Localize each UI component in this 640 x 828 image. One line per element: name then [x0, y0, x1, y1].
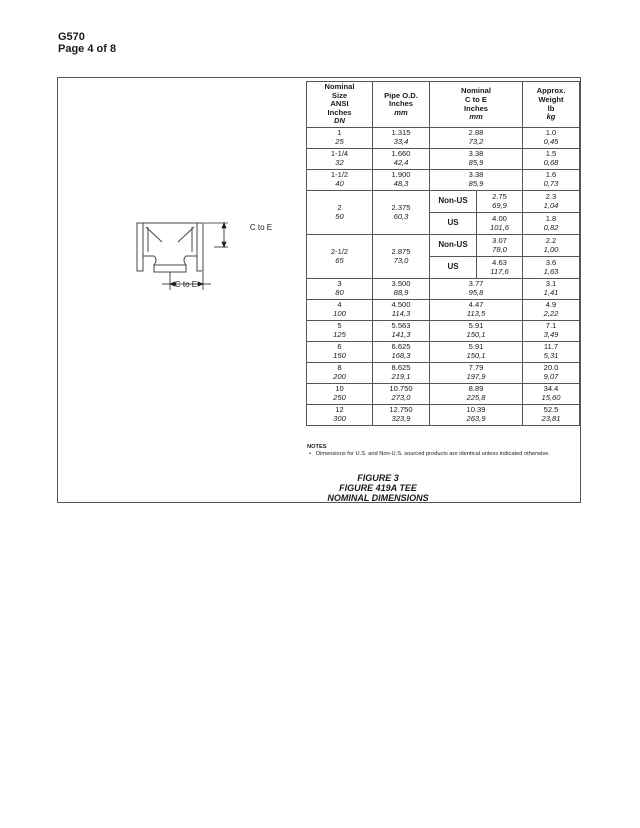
header-c-to-e: Nominal C to E Inches mm [430, 82, 523, 128]
weight-cell: 1.0 0,45 [523, 128, 580, 149]
od-cell: 10.750 273,0 [373, 384, 430, 405]
od-cell: 1.660 42,4 [373, 149, 430, 170]
vertical-dimension-label: C to E [249, 223, 273, 232]
od-cell: 3.500 88,9 [373, 279, 430, 300]
cte-cell: 10.39 263,9 [430, 405, 523, 426]
cte-cell: 4.00 101,6 [477, 213, 523, 235]
figure-frame [57, 77, 581, 503]
table-row [307, 300, 580, 321]
source-label-cell: Non-US [430, 191, 477, 213]
size-cell: 10 250 [307, 384, 373, 405]
weight-cell: 52.5 23,81 [523, 405, 580, 426]
table-row [307, 342, 580, 363]
table-notes [307, 444, 569, 457]
weight-cell: 1.5 0,68 [523, 149, 580, 170]
weight-cell: 1.8 0,82 [523, 213, 580, 235]
table-row [307, 191, 580, 213]
size-cell: 4 100 [307, 300, 373, 321]
size-cell: 12 300 [307, 405, 373, 426]
od-cell: 1.900 48,3 [373, 170, 430, 191]
size-cell: 2 50 [307, 191, 373, 235]
cte-cell: 3.77 95,8 [430, 279, 523, 300]
od-cell: 8.625 219,1 [373, 363, 430, 384]
weight-cell: 11.7 5,31 [523, 342, 580, 363]
weight-cell: 2.3 1,04 [523, 191, 580, 213]
size-cell: 2-1/2 65 [307, 235, 373, 279]
table-row [307, 363, 580, 384]
cte-cell: 4.63 117,6 [477, 257, 523, 279]
weight-cell: 1.6 0,73 [523, 170, 580, 191]
cte-cell: 2.75 69,9 [477, 191, 523, 213]
size-cell: 5 125 [307, 321, 373, 342]
caption-figure-number: FIGURE 3 [357, 473, 399, 483]
size-cell: 8 200 [307, 363, 373, 384]
table-row [307, 384, 580, 405]
weight-cell: 7.1 3,49 [523, 321, 580, 342]
size-cell: 1-1/2 40 [307, 170, 373, 191]
page-header [58, 31, 116, 55]
cte-cell: 3.07 78,0 [477, 235, 523, 257]
dimensions-table [306, 81, 580, 426]
document-code: G570 [58, 31, 85, 43]
od-cell: 6.625 168,3 [373, 342, 430, 363]
weight-cell: 3.6 1,63 [523, 257, 580, 279]
cte-cell: 5.91 150,1 [430, 321, 523, 342]
cte-cell: 5.91 150,1 [430, 342, 523, 363]
cte-cell: 2.88 73,2 [430, 128, 523, 149]
notes-title: NOTES [307, 444, 327, 450]
header-nominal-size: Nominal Size ANSI Inches DN [307, 82, 373, 128]
header-pipe-od: Pipe O.D. Inches mm [373, 82, 430, 128]
table-row [307, 235, 580, 257]
cte-cell: 3.38 85,9 [430, 149, 523, 170]
table-row [307, 405, 580, 426]
size-cell: 6 150 [307, 342, 373, 363]
od-cell: 5.563 141,3 [373, 321, 430, 342]
cte-cell: 4.47 113,5 [430, 300, 523, 321]
weight-cell: 4.9 2,22 [523, 300, 580, 321]
source-label-cell: Non-US [430, 235, 477, 257]
cte-cell: 8.89 225,8 [430, 384, 523, 405]
note-item: • Dimensions for U.S. and Non-U.S. sourced products are identical unless indicated otherwise. [307, 451, 569, 458]
table-row [307, 170, 580, 191]
od-cell: 2.375 60,3 [373, 191, 430, 235]
weight-cell: 34.4 15,60 [523, 384, 580, 405]
table-row [307, 321, 580, 342]
source-label-cell: US [430, 257, 477, 279]
od-cell: 12.750 323,9 [373, 405, 430, 426]
table-row [307, 128, 580, 149]
caption-figure-subtitle: NOMINAL DIMENSIONS [327, 493, 429, 503]
size-cell: 1-1/4 32 [307, 149, 373, 170]
od-cell: 1.315 33,4 [373, 128, 430, 149]
weight-cell: 3.1 1,41 [523, 279, 580, 300]
weight-cell: 20.0 9,07 [523, 363, 580, 384]
page-number: Page 4 of 8 [58, 43, 117, 55]
table-row [307, 149, 580, 170]
source-label-cell: US [430, 213, 477, 235]
header-weight: Approx. Weight lb kg [523, 82, 580, 128]
cte-cell: 7.79 197,9 [430, 363, 523, 384]
tee-fitting-diagram [136, 220, 296, 300]
caption-figure-title: FIGURE 419A TEE [339, 483, 417, 493]
size-cell: 1 25 [307, 128, 373, 149]
cte-cell: 3.38 85,9 [430, 170, 523, 191]
table-row [307, 279, 580, 300]
weight-cell: 2.2 1,00 [523, 235, 580, 257]
od-cell: 2.875 73,0 [373, 235, 430, 279]
horizontal-dimension-label: C to E [174, 280, 198, 289]
od-cell: 4.500 114,3 [373, 300, 430, 321]
size-cell: 3 80 [307, 279, 373, 300]
figure-caption [188, 473, 568, 503]
